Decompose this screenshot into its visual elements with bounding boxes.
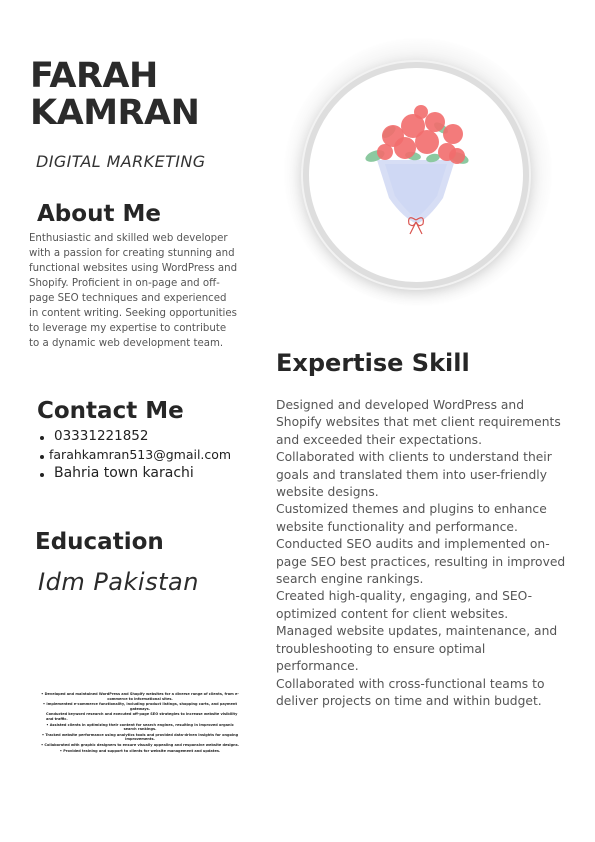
contact-address: Bahria town karachi (38, 465, 231, 484)
list-item: • Collaborated with graphic designers to ensure visually appealing and responsive website designs. (40, 743, 240, 748)
list-item: Conducted SEO audits and implemented on-page SEO best practices, resulting in improved search engine rankings. (276, 537, 566, 587)
list-item: Managed website updates, maintenance, and troubleshooting to ensure optimal performance. (276, 624, 558, 674)
experience-mini-list (40, 692, 240, 754)
list-item: • Developed and maintained WordPress and Shopify websites for a diverse range of clients, from e-commerce to informational sites. (40, 692, 240, 701)
contact-heading: Contact Me (37, 398, 184, 424)
list-item: Collaborated with clients to understand their goals and translated them into user-friendly website designs. (276, 450, 552, 500)
profile-photo-frame (303, 62, 529, 288)
last-name: KAMRAN (30, 93, 200, 133)
education-heading: Education (35, 529, 164, 555)
list-item: Created high-quality, engaging, and SEO-optimized content for client websites. (276, 589, 533, 621)
list-item: Conducted keyword research and executed off-page SEO strategies to increase website visibility and traffic. (46, 712, 238, 721)
list-item: • Provided training and support to clients for website management and updates. (40, 749, 240, 754)
list-item: • Assisted clients in optimizing their content for search engines, resulting in improved organic search rankings. (40, 723, 240, 732)
expertise-list (276, 397, 566, 710)
contact-list (38, 428, 231, 484)
job-title: DIGITAL MARKETING (36, 152, 206, 171)
list-item: Customized themes and plugins to enhance website functionality and performance. (276, 502, 547, 534)
candidate-name (30, 58, 199, 132)
contact-phone: 03331221852 (38, 428, 231, 447)
list-item: Collaborated with cross-functional teams to deliver projects on time and within budget. (276, 676, 545, 708)
list-item: • Tracked website performance using analytics tools and provided data-driven insights for ongoing improvements. (40, 733, 240, 742)
education-school: Idm Pakistan (38, 568, 199, 596)
about-text: Enthusiastic and skilled web developer with a passion for creating stunning and functional websites using WordPress and Shopify. Proficient in on-page and off-page SEO techniques and experienced in content writing. Seeking opportunities to leverage my expertise to contribute to a dynamic web development team. (29, 233, 238, 349)
first-name: FARAH (30, 56, 158, 96)
flower-bouquet-icon (309, 68, 523, 282)
expertise-heading: Expertise Skill (276, 349, 470, 377)
list-item: Designed and developed WordPress and Shopify websites that met client requirements and exceeded their expectations. (276, 398, 561, 447)
contact-email[interactable]: farahkamran513@gmail.com (38, 447, 231, 466)
about-heading: About Me (37, 201, 161, 227)
list-item: • Implemented e-commerce functionality, including product listings, shopping carts, and payment gateways. (40, 702, 240, 711)
